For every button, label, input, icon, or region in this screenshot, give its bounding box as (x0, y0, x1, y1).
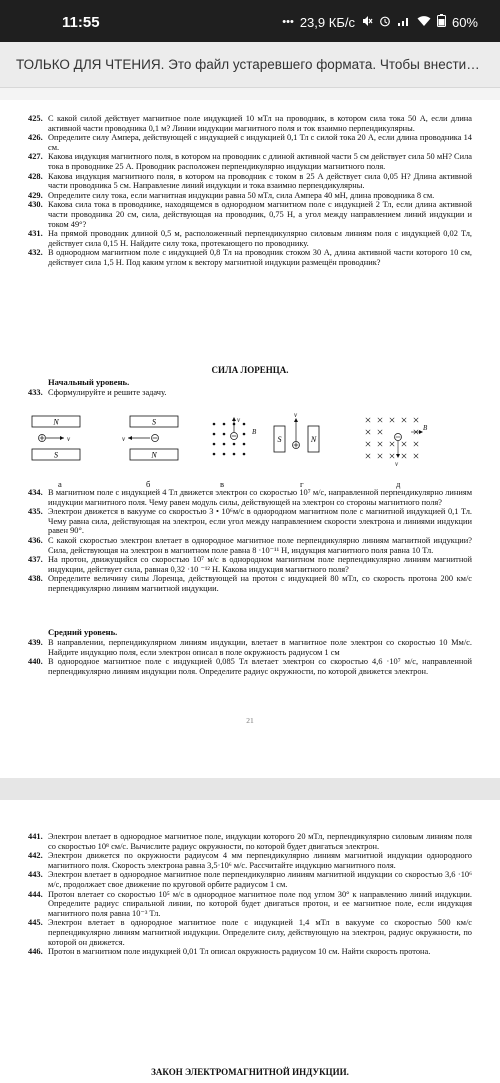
magnet-n-label: N (151, 450, 157, 460)
problem-number: 435. (28, 507, 43, 517)
problem-text: Протон в магнитном поле индукцией 0,01 Тл описал окружность радиусом 10 см. Найти скорость протона. (48, 947, 431, 957)
problem-number: 434. (28, 488, 43, 497)
problem-text: С какой скоростью электрон влетает в однородное магнитное поле перпендикулярно линиям магнитной индукции? Сила, действующая на электрон в магнитном поле равна 8 ·10⁻¹¹ Н, индукция магнитного поля равна 10 Тл. (48, 535, 472, 555)
problem-item (28, 248, 472, 267)
page-number: 21 (246, 716, 254, 725)
battery-icon (437, 14, 446, 30)
magnet-s-label: S (152, 417, 156, 427)
problem-list-page2 (28, 832, 472, 957)
figure-b (122, 416, 178, 460)
problem-text: Определите силу Ампера, действующей с индукцией с индукцией 0,1 Тл с силой тока 20 А, если длина проводника 14 см. (48, 133, 472, 152)
problem-number: 425. (28, 114, 43, 123)
problem-number: 430. (28, 200, 43, 210)
problem-list-top (28, 114, 472, 268)
problem-list-mid (28, 488, 472, 594)
document-page-2 (0, 800, 500, 1083)
problem-item (28, 890, 472, 919)
problem-number: 441. (28, 832, 43, 841)
problem-text: Определите величину силы Лоренца, действующей на протон с индукцией 80 мТл, со скорость протона 200 км/с перпендикулярно линиям магнитной индукции. (48, 574, 472, 593)
problem-item (28, 200, 472, 229)
problem-item (28, 638, 472, 657)
problem-number: 437. (28, 555, 43, 565)
problem-text: В направлении, перпендикулярном линиям индукции, влетает в магнитное поле электрон со скоростью 10 Мм/с. Найдите индукцию поля, если электрон описал в поле окружность радиусом 1 см (48, 638, 472, 657)
problem-text: Электрон влетает в однородное магнитное поле, индукции которого 20 мТл, перпендикулярно силовым линиям поля со скоростью 10⁸ см/с. Вычислите радиус окружности, по которой будет двигаться электрон. (48, 832, 472, 851)
alarm-icon (379, 15, 391, 30)
figure-label-c: в (220, 479, 225, 489)
problem-item (28, 832, 472, 851)
problem-text: В магнитном поле с индукцией 4 Тл движется электрон со скоростью 10⁷ м/с, направленной перпендикулярно линиям индукции магнитного поля. Чему равен модуль силы, действующей на электрон со стороны магнитного поля? (48, 488, 472, 507)
problem-text: С какой силой действует магнитное поле индукцией 10 мТл на проводник, в котором сила тока 50 А, если длина активной части проводника 0,1 м? Линии индукции магнитного поля и ток взаимно перпендикулярны. (48, 114, 472, 133)
read-only-banner[interactable] (0, 42, 500, 88)
signal-icon (397, 15, 411, 30)
level-basic: Начальный уровень. (48, 377, 130, 387)
lorentz-figures (28, 412, 472, 489)
section-title-induction: ЗАКОН ЭЛЕКТРОМАГНИТНОЙ ИНДУКЦИИ. (151, 1067, 349, 1077)
problem-number: 446. (28, 947, 43, 957)
problem-text: На протон, движущийся со скоростью 10⁷ м/с в однородном магнитном поле перпендикулярно линиям магнитной индукции, действует сила, равная 0,32 ·10 ⁻¹² Н. Какова индукция магнитного поля? (48, 555, 472, 574)
problem-item (28, 851, 472, 870)
problem-text: Сформулируйте и решите задачу. (48, 388, 167, 397)
page-gap (0, 778, 500, 800)
velocity-label: v (122, 435, 126, 443)
problem-item (28, 152, 472, 171)
problem-number: 433. (28, 388, 43, 397)
problem-item (28, 172, 472, 191)
figures-svg (28, 412, 472, 478)
velocity-label: v (395, 460, 399, 468)
problem-text: На прямой проводник длиной 0,5 м, расположенный перпендикулярно силовым линиям поля с индукцией 0,02 Тл, действует сила 0,15 Н. Найдите силу тока, протекающего по проводнику. (48, 229, 472, 248)
field-b-label: B (252, 428, 257, 436)
problem-text: Электрон движется в вакууме со скоростью 3 • 10⁶м/с в однородном магнитном поле с магнитной индукцией 0,1 Тл. Чему равна сила, действующая на электрон, если угол между направлением скорости электрона и линиями индукции равен 90°. (48, 507, 472, 536)
battery-percent: 60% (451, 14, 478, 30)
status-bar (0, 0, 500, 42)
level-medium: Средний уровень. (48, 627, 118, 637)
problem-number: 427. (28, 152, 43, 162)
problem-text: Определите силу тока, если магнитная индукции равна 50 мТл, сила Ампера 40 мН, длина проводника 8 см. (48, 190, 435, 200)
velocity-label: v (294, 412, 298, 419)
banner-text: ТОЛЬКО ДЛЯ ЧТЕНИЯ. Это файл устаревшего формата. Чтобы внести… (16, 57, 480, 72)
figure-d (366, 418, 428, 468)
problem-item (28, 870, 472, 889)
section-title-lorentz: СИЛА ЛОРЕНЦА. (211, 365, 289, 375)
dots-icon: ••• (282, 16, 294, 28)
magnet-s-label: S (277, 435, 282, 444)
problem-number: 428. (28, 171, 43, 181)
problem-number: 429. (28, 190, 43, 200)
magnet-s-label: S (54, 450, 58, 460)
problem-number: 442. (28, 851, 43, 861)
problem-text: В однородное магнитное поле с индукцией 0,085 Тл влетает электрон со скоростью 4,6 ·10⁷ м/с, направленной перпендикулярно линиям индукции поля. Определите радиус окружности, по которой движется электрон. (48, 657, 472, 676)
problem-text: Какова индукция магнитного поля, в котором на проводник с током в 25 А действует сила 0,05 Н? Длина активной части проводника 5 см. Направление линий индукции и тока взаимно перпендикулярны. (48, 171, 472, 191)
problem-item (28, 114, 472, 133)
document-page-1 (0, 100, 500, 778)
problem-list-bottom (28, 638, 472, 676)
figure-label-a: а (58, 479, 62, 489)
problem-number: 445. (28, 918, 43, 928)
status-icons (282, 14, 478, 30)
field-b-label: B (423, 424, 428, 432)
figure-label-d: д (396, 479, 401, 489)
problem-text: Протон влетает со скоростью 10⁵ м/с в однородное магнитное поле под углом 30° к направлению линий индукции. Определите радиус спиральной линии, по которой будет двигаться протон, и ее магнитное поле, если индукция магнитного поля равна 10⁻³ Тл. (48, 889, 472, 918)
problem-number: 436. (28, 535, 43, 545)
problem-text: Какова сила тока в проводнике, находящемся в однородном магнитном поле с индукцией 2 Тл, если длина активной части проводника 20 см, сила, действующая на проводник, 0,75 Н, а угол между направлением линий индукции и током 49°? (48, 200, 472, 229)
figure-label-b: б (146, 479, 151, 489)
problem-number: 440. (28, 657, 43, 667)
problem-item (28, 918, 472, 947)
problem-number: 439. (28, 638, 43, 647)
problem-number: 432. (28, 248, 43, 258)
figure-c (213, 416, 257, 455)
problem-item (28, 488, 472, 507)
problem-item (28, 507, 472, 536)
figure-label-g: г (300, 479, 304, 489)
network-speed: 23,9 КБ/с (299, 14, 355, 30)
magnet-n-label: N (53, 417, 59, 427)
problem-number: 444. (28, 889, 43, 899)
velocity-label: v (67, 435, 71, 443)
problem-number: 431. (28, 229, 43, 239)
problem-item (28, 947, 472, 957)
figure-a (32, 416, 80, 460)
problem-text: Электрон движется по окружности радиусом 4 мм перпендикулярно линиям магнитной индукции однородного магнитного поля. Скорость электрона равна 3,5·10⁶ м/с. Рассчитайте индукцию магнитного поля. (48, 851, 472, 870)
problem-number: 443. (28, 870, 43, 880)
problem-text: В однородном магнитном поле с индукцией 0,8 Тл на проводник стоком 30 А, длина активной части которого 10 см, действует сила 1,5 Н. Под каким углом к вектору магнитной индукции размещён проводник? (48, 248, 472, 267)
problem-item (28, 574, 472, 593)
clock: 11:55 (62, 14, 100, 31)
wifi-icon (417, 15, 431, 30)
problem-text: Электрон влетает в однородное магнитное поле с индукцией 1,4 мТл в вакууме со скоростью 500 км/с перпендикулярно линиям магнитной индукции. Определите силу, действующую на электрон, радиус окружности, по которой он движется. (48, 918, 472, 947)
problem-number: 438. (28, 574, 43, 584)
mute-icon (361, 15, 373, 30)
magnet-n-label: N (310, 435, 317, 444)
problem-item (28, 536, 472, 555)
problem-item (28, 133, 472, 152)
figure-g (274, 412, 319, 452)
problem-item (28, 657, 472, 676)
problem-item (28, 191, 472, 201)
problem-text: Какова индукция магнитного поля, в котором на проводник с длиной активной части 5 см действует сила 50 мН? Сила тока в проводнике 25 А. Проводник расположен перпендикулярно индукции магнитного поля. (48, 152, 472, 171)
problem-item (28, 555, 472, 574)
problem-number: 426. (28, 133, 43, 143)
problem-text: Электрон влетает в однородное магнитное поле перпендикулярно линиям магнитной индукции со скоростью 3,6 ·10⁶ м/с, продолжает свое движение по круговой орбите радиусом 1 см. (48, 870, 472, 889)
problem-item (28, 229, 472, 248)
problem-433 (28, 388, 472, 398)
velocity-label: v (237, 416, 241, 424)
